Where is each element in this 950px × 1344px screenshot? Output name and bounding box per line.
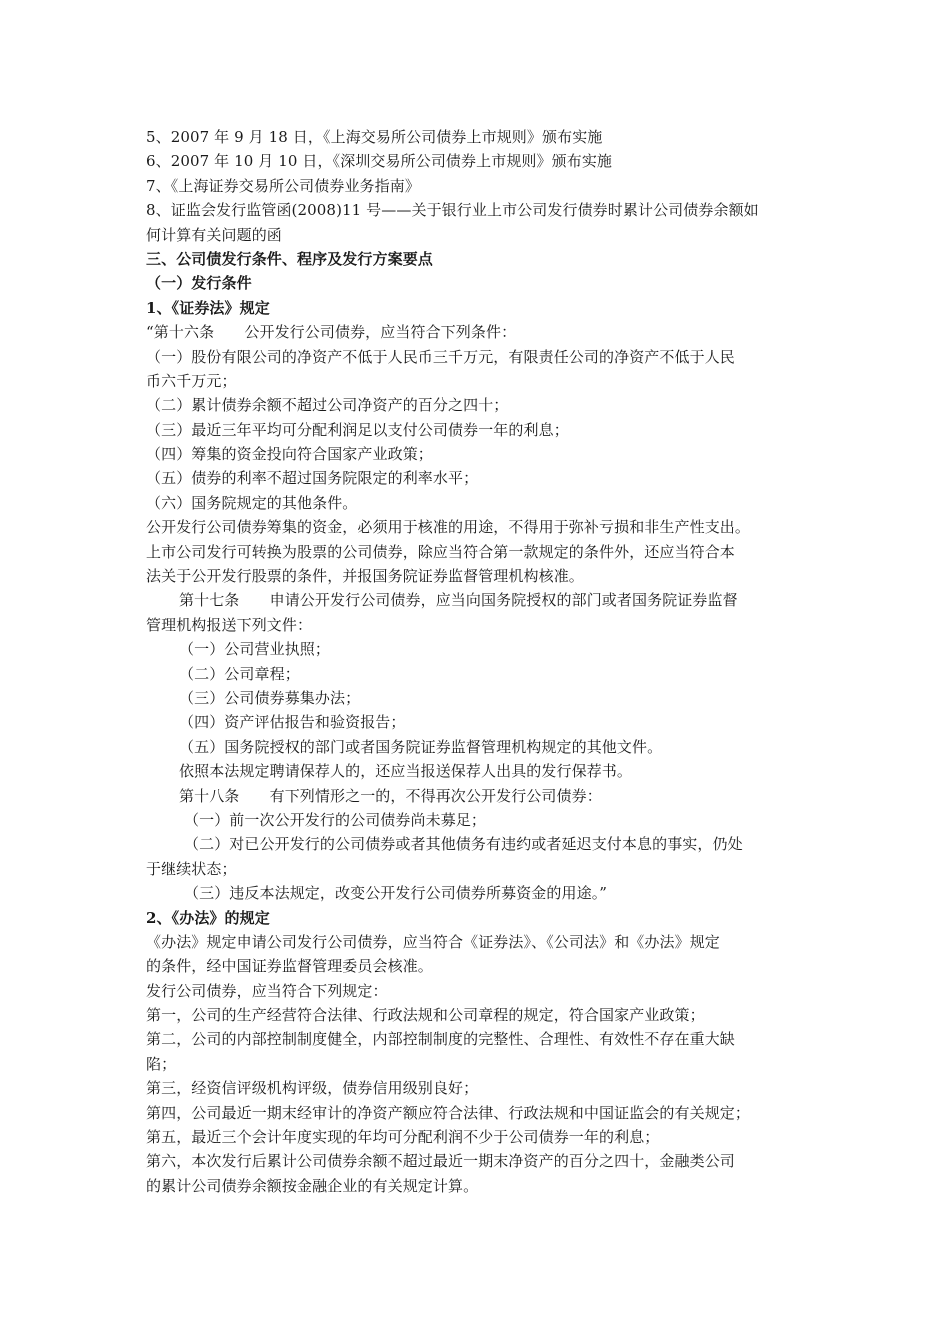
article-17-item-2: （二）公司章程； xyxy=(179,664,300,683)
article-17-sponsor: 依照本法规定聘请保荐人的，还应当报送保荐人出具的发行保荐书。 xyxy=(179,762,633,781)
article-18-intro: 第十八条 有下列情形之一的，不得再次公开发行公司债券： xyxy=(179,786,602,805)
measures-condition-1: 第一，公司的生产经营符合法律、行政法规和公司章程的规定，符合国家产业政策； xyxy=(146,1006,705,1025)
document-body xyxy=(146,125,812,1198)
measures-condition-2-cont: 陷； xyxy=(146,1054,177,1073)
article-16-item-5: （五）债券的利率不超过国务院限定的利率水平； xyxy=(146,469,479,488)
list-item-5: 5、2007 年 9 月 18 日，《上海交易所公司债券上市规则》颁布实施 xyxy=(146,128,603,146)
paragraph-funds-use: 公开发行公司债券筹集的资金，必须用于核准的用途，不得用于弥补亏损和非生产性支出。 xyxy=(146,518,751,537)
article-18-item-2-cont: 于继续状态； xyxy=(146,859,237,878)
article-16-item-1-cont: 币六千万元； xyxy=(146,371,237,390)
subheading-securities-law: 1、《证券法》规定 xyxy=(146,298,270,317)
article-16-item-2: （二）累计债券余额不超过公司净资产的百分之四十； xyxy=(146,396,509,415)
measures-condition-3: 第三，经资信评级机构评级，债券信用级别良好； xyxy=(146,1079,479,1098)
article-18-item-1: （一）前一次公开发行的公司债券尚未募足； xyxy=(184,810,487,829)
measures-condition-2: 第二，公司的内部控制制度健全，内部控制制度的完整性、合理性、有效性不存在重大缺 xyxy=(146,1030,735,1049)
list-item-8: 8、证监会发行监管函(2008)11 号——关于银行业上市公司发行债券时累计公司债券余额如 xyxy=(146,201,759,220)
measures-condition-4: 第四，公司最近一期末经审计的净资产额应符合法律、行政法规和中国证监会的有关规定； xyxy=(146,1103,751,1122)
article-17-intro: 第十七条 申请公开发行公司债券，应当向国务院授权的部门或者国务院证券监督 xyxy=(179,591,738,610)
measures-conditions-intro: 发行公司债券，应当符合下列规定： xyxy=(146,981,388,1000)
article-16-intro: “第十六条 公开发行公司债券，应当符合下列条件： xyxy=(146,323,517,342)
section-heading-3: 三、公司债发行条件、程序及发行方案要点 xyxy=(146,249,433,268)
subsection-heading-1: （一）发行条件 xyxy=(146,274,252,293)
paragraph-convertible-cont: 法关于公开发行股票的条件，并报国务院证券监督管理机构核准。 xyxy=(146,567,584,586)
measures-condition-5: 第五，最近三个会计年度实现的年均可分配利润不少于公司债券一年的利息； xyxy=(146,1128,660,1147)
article-17-item-5: （五）国务院授权的部门或者国务院证券监督管理机构规定的其他文件。 xyxy=(179,737,663,756)
article-18-item-2: （二）对已公开发行的公司债券或者其他债务有违约或者延迟支付本息的事实，仍处 xyxy=(184,835,743,854)
list-item-7: 7、《上海证券交易所公司债券业务指南》 xyxy=(146,176,420,195)
article-17-item-1: （一）公司营业执照； xyxy=(179,640,331,659)
list-item-8-cont: 何计算有关问题的函 xyxy=(146,225,282,244)
article-16-item-6: （六）国务院规定的其他条件。 xyxy=(146,493,358,512)
list-item-6: 6、2007 年 10 月 10 日，《深圳交易所公司债券上市规则》颁布实施 xyxy=(146,152,613,171)
measures-condition-6: 第六，本次发行后累计公司债券余额不超过最近一期末净资产的百分之四十，金融类公司 xyxy=(146,1152,735,1171)
measures-intro-cont: 的条件，经中国证券监督管理委员会核准。 xyxy=(146,957,433,976)
article-16-item-1: （一）股份有限公司的净资产不低于人民币三千万元，有限责任公司的净资产不低于人民 xyxy=(146,347,735,366)
measures-condition-6-cont: 的累计公司债券余额按金融企业的有关规定计算。 xyxy=(146,1176,479,1195)
article-18-item-3: （三）违反本法规定，改变公开发行公司债券所募资金的用途。” xyxy=(184,884,608,903)
article-17-item-4: （四）资产评估报告和验资报告； xyxy=(179,713,406,732)
article-17-item-3: （三）公司债券募集办法； xyxy=(179,688,361,707)
article-17-intro-cont: 管理机构报送下列文件： xyxy=(146,615,313,634)
measures-intro: 《办法》规定申请公司发行公司债券，应当符合《证券法》、《公司法》和《办法》规定 xyxy=(146,932,720,951)
article-16-item-4: （四）筹集的资金投向符合国家产业政策； xyxy=(146,445,433,464)
paragraph-convertible: 上市公司发行可转换为股票的公司债券，除应当符合第一款规定的条件外，还应当符合本 xyxy=(146,542,735,561)
subheading-measures: 2、《办法》的规定 xyxy=(146,908,270,927)
article-16-item-3: （三）最近三年平均可分配利润足以支付公司债券一年的利息； xyxy=(146,420,569,439)
